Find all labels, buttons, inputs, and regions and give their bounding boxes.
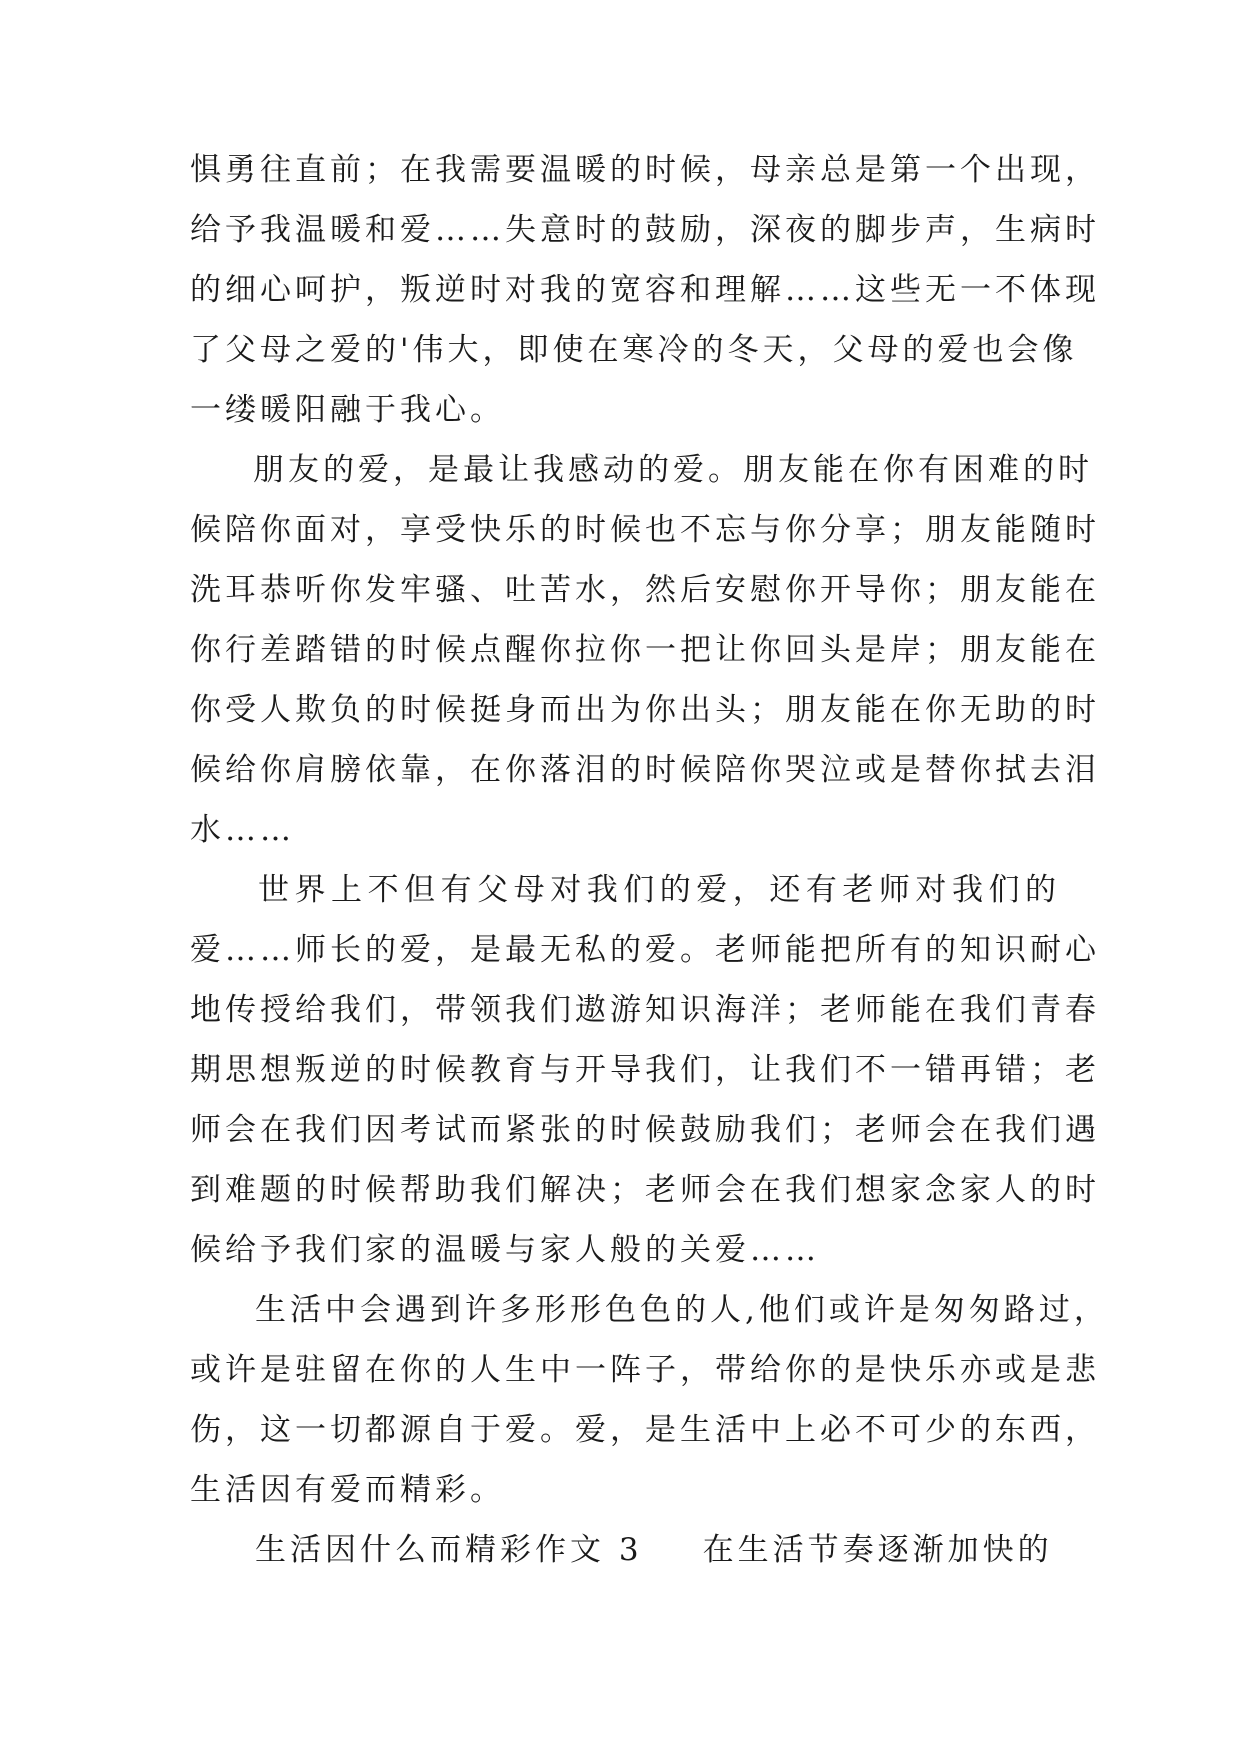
section-title: 生活因什么而精彩作文 3 <box>255 1532 643 1568</box>
text-line: 给予我温暖和爱……失意时的鼓励，深夜的脚步声，生病时 <box>190 212 1100 248</box>
section-heading-line <box>255 1520 1060 1580</box>
text-line: 的细心呵护，叛逆时对我的宽容和理解……这些无一不体现 <box>190 272 1100 308</box>
paragraph-start-line: 生活中会遇到许多形形色色的人,他们或许是匆匆路过， <box>255 1292 1109 1328</box>
text-line: 期思想叛逆的时候教育与开导我们，让我们不一错再错；老 <box>190 1052 1100 1088</box>
text-line: 水…… <box>190 812 295 848</box>
text-line: 你行差踏错的时候点醒你拉你一把让你回头是岸；朋友能在 <box>190 632 1100 668</box>
text-line: 师会在我们因考试而紧张的时候鼓励我们；老师会在我们遇 <box>190 1112 1100 1148</box>
text-line: 一缕暖阳融于我心。 <box>190 392 505 428</box>
text-line: 你受人欺负的时候挺身而出为你出头；朋友能在你无助的时 <box>190 692 1100 728</box>
paragraph-start-line: 世界上不但有父母对我们的爱，还有老师对我们的 <box>258 872 1060 908</box>
text-line: 候给予我们家的温暖与家人般的关爱…… <box>190 1232 820 1268</box>
section-text: 在生活节奏逐渐加快的 <box>702 1532 1053 1568</box>
text-line: 爱……师长的爱，是最无私的爱。老师能把所有的知识耐心 <box>190 932 1100 968</box>
text-line: 候给你肩膀依靠，在你落泪的时候陪你哭泣或是替你拭去泪 <box>190 752 1100 788</box>
text-line: 伤，这一切都源自于爱。爱，是生活中上必不可少的东西， <box>190 1412 1100 1448</box>
text-line: 了父母之爱的'伟大，即使在寒冷的冬天，父母的爱也会像 <box>190 332 1078 368</box>
text-line: 或许是驻留在你的人生中一阵子，带给你的是快乐亦或是悲 <box>190 1352 1100 1388</box>
text-line: 地传授给我们，带领我们遨游知识海洋；老师能在我们青春 <box>190 992 1100 1028</box>
text-line: 到难题的时候帮助我们解决；老师会在我们想家念家人的时 <box>190 1172 1100 1208</box>
text-line: 候陪你面对，享受快乐的时候也不忘与你分享；朋友能随时 <box>190 512 1100 548</box>
paragraph-start-line: 朋友的爱，是最让我感动的爱。朋友能在你有困难的时 <box>253 452 1093 488</box>
text-line: 洗耳恭听你发牢骚、吐苦水，然后安慰你开导你；朋友能在 <box>190 572 1100 608</box>
text-line: 生活因有爱而精彩。 <box>190 1472 505 1508</box>
text-line: 惧勇往直前；在我需要温暖的时候，母亲总是第一个出现， <box>190 152 1100 188</box>
